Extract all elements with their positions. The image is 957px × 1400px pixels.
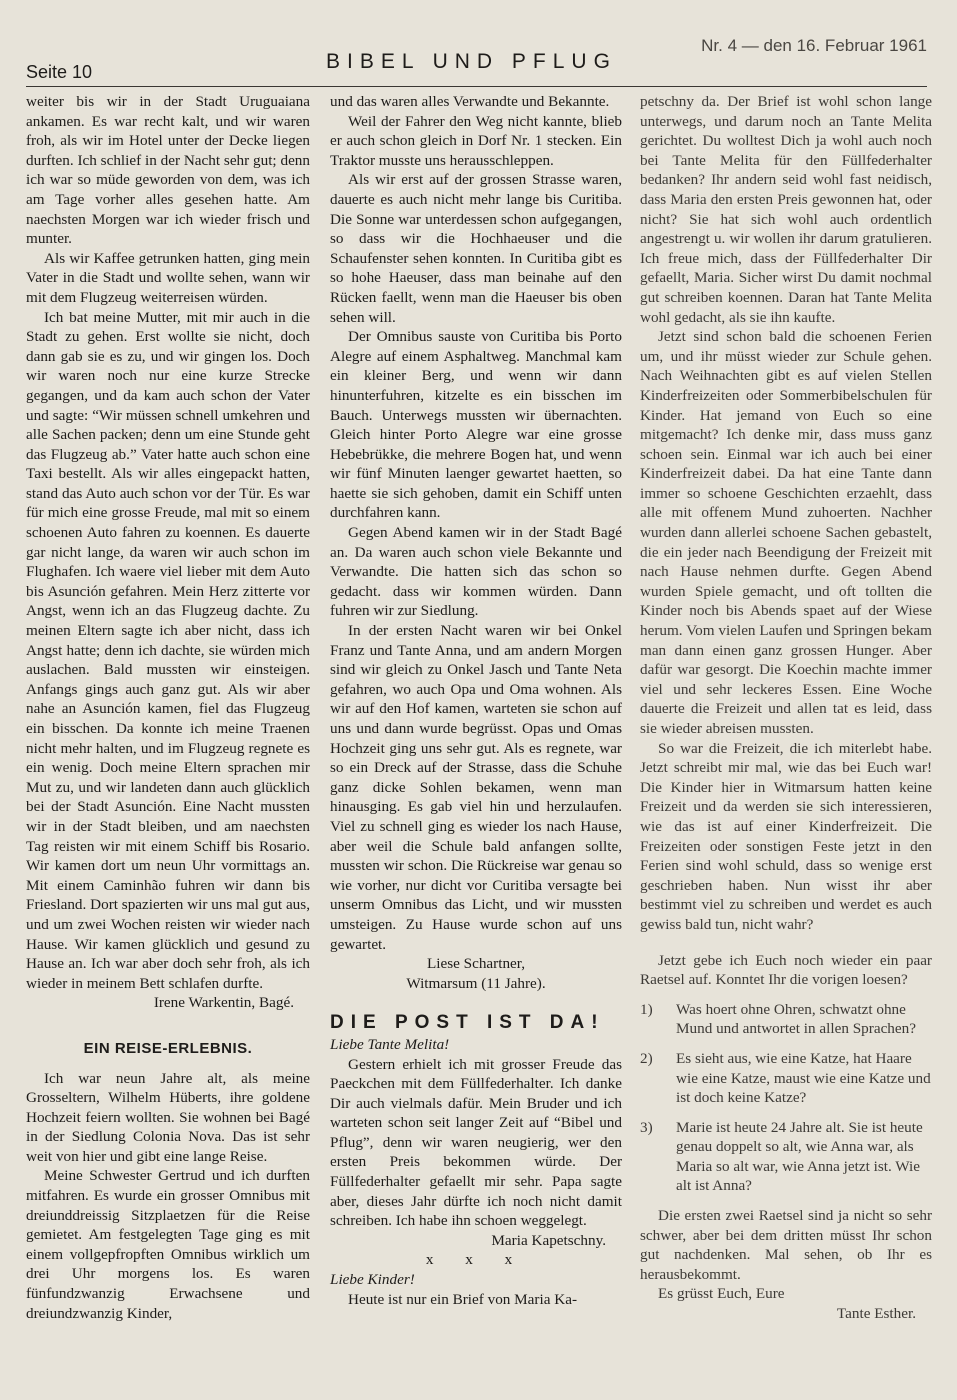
list-item [640,1049,932,1108]
paragraph: Gestern erhielt ich mit grosser Freude das Paeckchen mit dem Füllfederhalter. Ich danke Dir auch vielmals dafür. Mein Bruder und ich warteten schon seit langer Zeit auf “Bibel und Pflug”, denn wir waren neugierig, wer den ersten Preis bekommen würde. Der Füllfederhalter gefaellt mir sehr. Papa sagte aber, dieses Jahr dürfte ich noch nicht damit schreiben. Ich habe ihn schoen weggelegt. [330,1055,622,1230]
column-2 [330,92,622,1309]
riddle-text: Marie ist heute 24 Jahre alt. Sie ist heute genau doppelt so alt, wie Anna war, als Maria so alt war, wie Anna jetzt ist. Wie alt ist Anna? [676,1118,923,1195]
letter-signature: Maria Kapetschny. [491,1231,606,1249]
signature-place: Witmarsum (11 Jahre). [406,974,546,992]
signature: Irene Warkentin, Bagé. [153,994,294,1012]
journal-title: BIBEL UND PFLUG [326,50,617,73]
signature: Tante Esther. [836,1305,916,1323]
column-1 [26,92,310,1323]
paragraph: Als wir Kaffee getrunken hatten, ging mein Vater in die Stadt und wollte sehen, wann wir mit dem Flugzeug weiterreisen würden. [26,249,310,306]
riddle-list [640,1000,932,1196]
paragraph: Ich war neun Jahre alt, als meine Grosseltern, Wilhelm Hüberts, ihre goldene Hochzeit feiern wollten. Sie wohnen bei Bagé in der Siedlung Colonia Nova. Das ist sehr weit von hier und gibt eine lange Reise. [26,1069,310,1165]
paragraph: und das waren alles Verwandte und Bekannte. [330,93,610,110]
signature-name: Liese Schartner, [426,955,526,973]
paragraph: Der Omnibus sauste von Curitiba bis Porto Alegre auf einem Asphaltweg. Manchmal kam ein kleiner Berg, und wenn wir dann hinunterfuhren, kitzelte es ein bisschen im Bauch. Unterwegs mussten wir übernachten. Gleich hinter Porto Alegre war eine grosse Hebebrükke, die mehrere Bogen hat, und wenn wir fünf Minuten laenger gewartet haetten, so haette sie sich gehoben, damit ein Schiff unten durchfahren kann. [330,328,622,522]
paragraph: Als wir erst auf der grossen Strasse waren, dauerte es auch nicht mehr lange bis Curitiba. Die Sonne war unterdessen schon aufgegangen, so dass wir die Hochhaeuser und die Schaufenster sehen konnten. In Curitiba gibt es so hohe Haeuser, dass man beinahe auf den Rücken faellt, wenn man die Haeuser bis oben sehen will. [330,171,622,326]
separator: x x x [425,1251,527,1269]
page-number: Seite 10 [26,62,93,82]
salutation: Liebe Kinder! [330,1271,415,1289]
paragraph: So war die Freizeit, die ich miterlebt habe. Jetzt schreibt mir mal, wie das bei Euch war! Die Kinder hier in Witmarsum hatten keine Freizeit und da werden sie sich interessieren, wie das ist auf einer Kinderfreizeit. Die Freizeiten oder sonstigen Feste jetzt in den Ferien sind wohl schuld, dass so wenige erst geschrieben haben. Nun wisst ihr aber bestimmt viel zu schreiben und werdet es auch gewiss bald tun, nicht wahr? [640,739,932,933]
paragraph: In der ersten Nacht waren wir bei Onkel Franz und Tante Anna, und am andern Morgen sind wir gleich zu Onkel Jasch und Tante Neta gefahren, wo auch Opa und Oma wohnen. Als wir auf den Hof kamen, warteten sie schon auf uns und dann wurde begrüsst. Opas und Omas Hochzeit ging uns sehr gut. Als es regnete, war so ein Dreck auf der Strasse, dass die Schuhe ganz dicke Sohlen bekamen, wenn man hinausging. Es gab viel hin und herzulaufen. Viel zu schnell ging es wieder los nach Hause, aber weil die Schule bald anfangen sollte, mussten wir schon. Die Rückreise war genau so wie vorher, nur dicht vor Curitiba versagte bei unserm Omnibus das Licht, und wir mussten umsteigen. Zu Hause wurde schon auf uns gewartet. [330,622,622,953]
riddle-number: 3) [640,1118,653,1136]
riddle-number: 2) [640,1049,653,1067]
post-title: DIE POST IST DA! [330,1012,605,1034]
section-title: EIN REISE-ERLEBNIS. [83,1039,253,1057]
column-3 [640,92,932,1324]
list-item [640,1000,932,1039]
riddle-text: Es sieht aus, wie eine Katze, hat Haare wie eine Katze, maust wie eine Katze und ist doch keine Katze? [676,1049,931,1107]
paragraph: Gegen Abend kamen wir in der Stadt Bagé an. Da waren auch schon viele Bekannte und Verwandte. Die hatten sich das schon so gedacht. dass wir kommen würden. Dann fuhren wir zur Siedlung. [330,524,622,620]
greeting: Es grüsst Euch, Eure [658,1285,785,1303]
paragraph: weiter bis wir in der Stadt Uruguaiana ankamen. Es war recht kalt, und wir waren froh, als wir im Hotel unter der Decke liegen durften. Ich schlief in der Nacht sehr gut; denn ich war so müde geworden von dem, was ich am Tage vorher alles gesehen hatte. Am naechsten Morgen war ich wieder frisch und munter. [26,93,310,248]
riddle-number: 1) [640,1000,653,1018]
riddle-text: Was hoert ohne Ohren, schwatzt ohne Mund und antwortet in allen Sprachen? [676,1000,916,1038]
page-header [26,36,927,87]
riddle-intro: Jetzt gebe ich Euch noch wieder ein paar Raetsel auf. Konntet Ihr die vorigen loesen? [640,951,932,989]
paragraph: Meine Schwester Gertrud und ich durften mitfahren. Es wurde ein grosser Omnibus mit dreiunddreissig Sitzplaetzen für die Reise gemietet. Am festgelegten Tage ging es mit einem vollgepfropften Omnibus wirklich um drei Uhr morgens los. Es waren fünfundzwanzig Erwachsene und dreiundzwanzig Kinder, [26,1167,310,1322]
paragraph: Jetzt sind schon bald die schoenen Ferien um, und ihr müsst wieder zur Schule gehen. Nach Weihnachten gibt es auf vielen Stellen Kinderfreizeiten oder Sommerbibelschulen für Kinder. Hat jemand von Euch so eine mitgemacht? Ich denke mir, dass muss ganz schoen sein. Einmal war ich auch bei einer Kinderfreizeit dabei. Da hat eine Tante dann immer so schoene Geschichten erzaehlt, dass alle mit offenem Mund zuhoerten. Nachher wurden dann allerlei schoene Sachen gebastelt, die ein jeder nach Beendigung der Freizeit mit nach Hause nehmen durfte. Gegen Abend wurden Spiele gemacht, und oft tollten die Kinder noch bis Abends spaet auf der Wiese herum. Vom vielen Laufen und Springen bekam man dann einen ganz grossen Hunger. Aber dafür war gesorgt. Die Koechin machte immer viel und sehr leckeres Essen. Eine Woche dauerte die Freizeit und allen tat es leid, dass sie wieder abreisen mussten. [640,328,932,737]
paragraph: petschny da. Der Brief ist wohl schon lange unterwegs, und darum noch an Tante Melita gerichtet. Du wolltest Dich ja wohl auch noch bei Tante Melita für den Füllfederhalter bedanken? Ihr andern seid wohl fast neidisch, dass Maria den ersten Preis gewonnen hat, oder nicht? Sie hat sich wohl auch ordentlich angestrengt u. wir wollen ihr darum gratulieren. Ich freue mich, dass der Füllfederhalter Dir gefaellt, Maria. Sicher wirst Du damit nochmal gut schreiben koennen. Daran hat Tante Melita wohl gedacht, als sie ihn kaufte. [640,93,932,326]
list-item [640,1118,932,1196]
paragraph: Heute ist nur ein Brief von Maria Ka- [348,1290,578,1308]
closing-paragraph: Die ersten zwei Raetsel sind ja nicht so sehr schwer, aber bei dem dritten müsst Ihr schon gut nachdenken. Mal sehen, ob Ihr es herausbekommt. [640,1207,932,1283]
paragraph: Weil der Fahrer den Weg nicht kannte, blieb er auch schon gleich in Dorf Nr. 1 stecken. Ein Traktor musste uns herausschleppen. [330,112,622,169]
paragraph: Ich bat meine Mutter, mit mir auch in die Stadt zu gehen. Erst wollte sie nicht, doch dann gab sie es zu, und wir gingen los. Doch wir waren noch nur eine kurze Strecke gegangen, und da kam auch schon der Vater und sagte: “Wir müssen schnell umkehren und alle Sachen packen; denn um eine Stunde geht das Flugzeug ab.” Vater hatte auch schon eine Taxi bestellt. Als wir alles eingepackt hatten, stand das Auto auch schon vor der Tür. Es war für mich eine grosse Freude, mal mit so einem schoenen Auto fahren zu koennen. Es dauerte gar nicht lange, da waren wir auch schon im Flughafen. Ich waere viel lieber mit dem Auto bis Asunción gefahren. Mein Herz zitterte vor Angst, wenn ich an das Flugzeug dachte. Zu meinen Eltern sagte ich aber nicht, dass ich Angst hatte; denn ich dachte, sie würden mich auslachen. Bald mussten wir einsteigen. Anfangs gings auch ganz gut. Als wir aber nahe an Asunción kamen, fiel das Flugzeug ein bisschen. Da konnte ich meine Traenen nicht mehr halten, und im Flugzeug regnete es ein wenig. Doch meine Eltern sprachen mir Mut zu, und wir landeten dann auch glücklich bei der Stadt Asunción. Eine Nacht mussten wir in der Stadt bleiben, und am naechsten Tag reisten wir mit einem Schiff bis Rosario. Wir kamen dort um neun Uhr vormittags an. Mit einem Caminhão fuhren wir dann bis Friesland. Dort spazierten wir uns mal gut aus, und um zwei Wochen reisten wir wieder nach Hause. Wir kamen glücklich und gesund zu Hause an. Ich war aber doch sehr froh, als ich wieder in meinem Bett schlafen durfte. [26,308,310,992]
salutation: Liebe Tante Melita! [330,1035,450,1053]
issue-date: Nr. 4 — den 16. Februar 1961 [701,36,927,55]
